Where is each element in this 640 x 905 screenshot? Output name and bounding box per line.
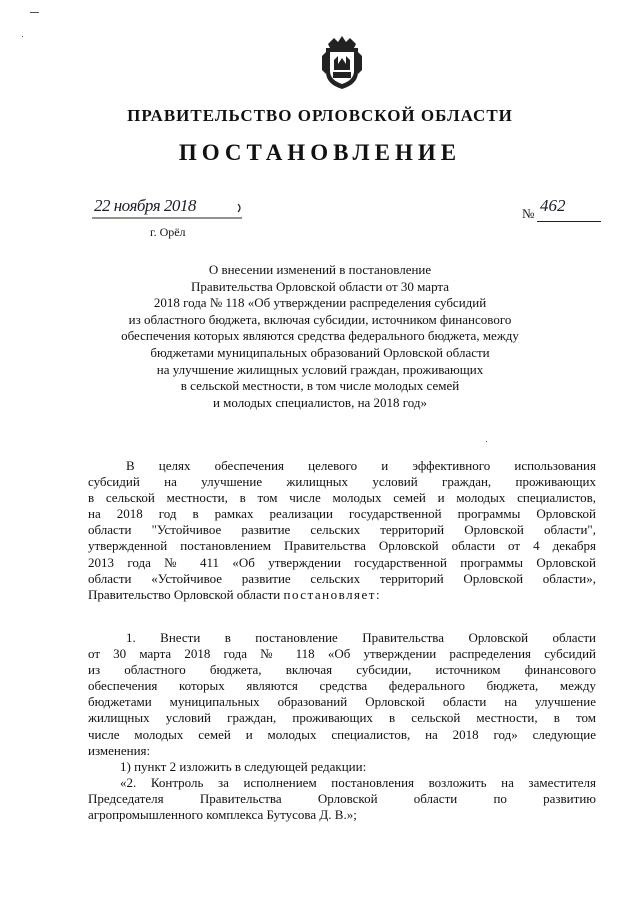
item-1-line: обеспечения которых являются средства федерального бюджета, между bbox=[88, 678, 596, 694]
item-1-line: числе молодых семей и молодых специалистов, на 2018 год» следующие bbox=[88, 726, 596, 742]
item-1-line: от 30 марта 2018 года № 118 «Об утверждении распределения субсидий bbox=[88, 646, 596, 662]
item-1-line: жилищных условий граждан, проживающих в сельской местности, в том bbox=[88, 710, 596, 726]
subject-line: в сельской местности, в том числе молодых семей bbox=[180, 378, 460, 394]
item-1-line: из областного бюджета, включая субсидии, источником финансового bbox=[88, 662, 596, 678]
preamble-line: на 2018 год в рамках реализации государственной программы Орловской bbox=[88, 506, 596, 522]
subject-line: на улучшение жилищных условий граждан, проживающих bbox=[156, 361, 484, 377]
subject-line: из областного бюджета, включая субсидии, источником финансового bbox=[128, 311, 512, 327]
government-title: ПРАВИТЕЛЬСТВО ОРЛОВСКОЙ ОБЛАСТИ bbox=[127, 106, 513, 125]
subject-line: бюджетами муниципальных образований Орловской области bbox=[150, 344, 490, 360]
preamble-line: утвержденной постановлением Правительства Орловской области от 4 декабря bbox=[88, 538, 596, 554]
number-underline bbox=[537, 221, 601, 222]
resolution-verb: постановляет: bbox=[283, 586, 382, 602]
orel-coat-of-arms-icon bbox=[320, 34, 364, 90]
subject-line: и молодых специалистов, на 2018 год» bbox=[212, 394, 428, 410]
city-label: г. Орёл bbox=[150, 225, 186, 239]
preamble-line: В целях обеспечения целевого и эффективного использования bbox=[126, 458, 596, 473]
subject-line: О внесении изменений в постановление bbox=[208, 262, 432, 277]
quote-line: Председателя Правительства Орловской области по развитию bbox=[88, 790, 596, 806]
item-1-line: бюджетами муниципальных образований Орловской области на улучшение bbox=[88, 694, 596, 710]
item-1-line: 1. Внести в постановление Правительства Орловской области bbox=[126, 630, 596, 645]
scan-speck bbox=[486, 441, 487, 442]
handwritten-date: 22 ноября 2018 bbox=[94, 196, 196, 215]
preamble-line: 2013 года № 411 «Об утверждении государственной программы Орловской bbox=[88, 554, 596, 570]
document-subject bbox=[86, 262, 554, 411]
item-1-paragraph bbox=[88, 630, 596, 823]
scan-speck bbox=[30, 12, 39, 13]
subject-line: Правительства Орловской области от 30 марта bbox=[190, 278, 450, 294]
preamble-line: области «Устойчивое развитие сельских территорий Орловской области», bbox=[88, 570, 596, 586]
handwritten-number: 462 bbox=[540, 196, 566, 215]
scan-speck bbox=[22, 36, 23, 37]
subject-line: 2018 года № 118 «Об утверждении распределения субсидий bbox=[153, 295, 487, 311]
preamble-paragraph bbox=[88, 458, 596, 603]
item-1-line: изменения: bbox=[88, 742, 151, 758]
subject-line: обеспечения которых являются средства федерального бюджета, между bbox=[121, 328, 519, 344]
preamble-final-line bbox=[88, 587, 596, 603]
preamble-line: Правительство Орловской области bbox=[88, 586, 281, 602]
preamble-line: области "Устойчивое развитие сельских территорий Орловской области", bbox=[88, 522, 596, 538]
document-type: ПОСТАНОВЛЕНИЕ bbox=[178, 140, 462, 165]
number-label: № bbox=[522, 206, 535, 221]
quote-line: «2. Контроль за исполнением постановления возложить на заместителя bbox=[120, 774, 596, 790]
preamble-line: субсидий на улучшение жилищных условий граждан, проживающих bbox=[88, 474, 596, 490]
quote-line: агропромышленного комплекса Бутусова Д. В.»; bbox=[88, 807, 357, 823]
preamble-line: в сельской местности, в том числе молодых семей и молодых специалистов, bbox=[88, 490, 596, 506]
subitem-1: 1) пункт 2 изложить в следующей редакции: bbox=[120, 758, 367, 774]
